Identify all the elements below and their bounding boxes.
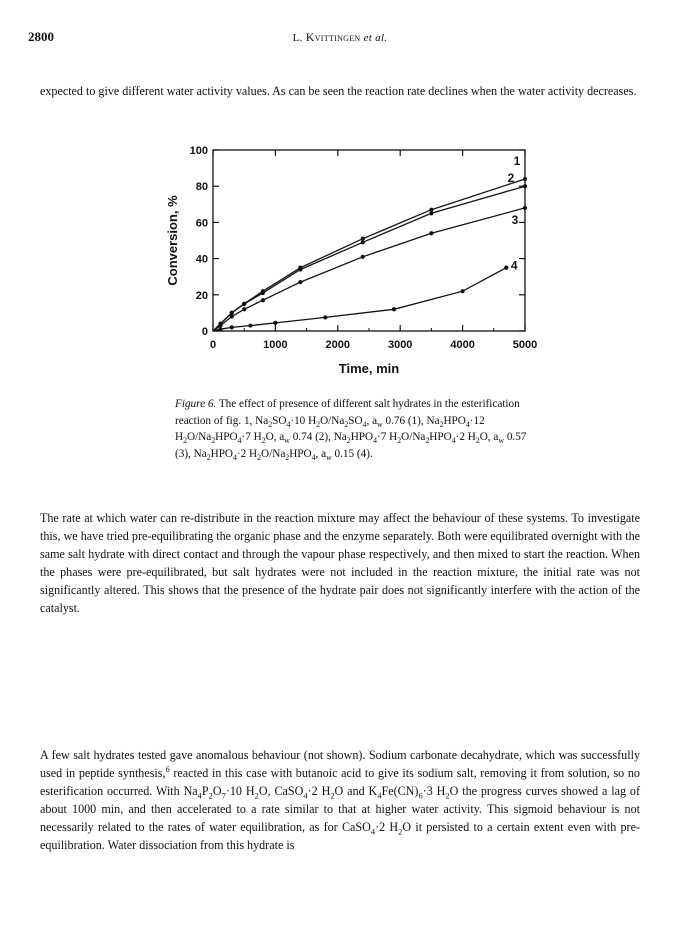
y-tick-label: 100	[189, 145, 208, 157]
page-number: 2800	[28, 29, 54, 44]
chart-svg	[160, 135, 540, 385]
data-point	[461, 289, 465, 293]
figure-caption: Figure 6. The effect of presence of different salt hydrates in the esterification reaction of fig. 1, $Na_2SO_4\cdot 10$ $H_2O/Na_2SO_4$, $a_w$ 0.76 (1), $Na_2HPO_4\cdot 12$ $H_2O/Na_2HPO_4\cdot 7$ $H_2O$, $a_w$ 0.74 (2), $Na_2HPO_4\cdot 7$ $H_2O/Na_2HPO_4\cdot 2$ $H_2O$, $a_w$ 0.57 (3), $Na_2HPO_4\cdot 2$ $H_2O/Na_2HPO_4$, $a_w$ 0.15 (4).	[175, 398, 527, 462]
data-point	[361, 255, 365, 259]
series-1	[213, 154, 527, 331]
y-axis-label: Conversion, %	[165, 195, 180, 286]
series-label-1: 1	[513, 153, 521, 168]
x-tick-label: 2000	[325, 339, 351, 351]
data-point	[523, 177, 527, 181]
data-point	[218, 323, 222, 327]
data-point	[230, 314, 234, 318]
data-point	[248, 323, 252, 327]
x-tick-label: 5000	[512, 339, 538, 351]
data-point	[361, 240, 365, 244]
y-tick-label: 60	[195, 217, 208, 230]
data-point	[523, 184, 527, 188]
data-point	[230, 311, 234, 315]
data-point	[523, 206, 527, 210]
data-point	[242, 307, 246, 311]
y-tick-label: 0	[201, 326, 208, 338]
x-tick-label: 0	[209, 339, 217, 351]
data-point	[429, 211, 433, 215]
paragraph-top: expected to give different water activity values. As can be seen the reaction rate declines when the water activity decreases.	[40, 84, 637, 98]
plot-frame	[213, 150, 525, 331]
figure-label: Figure 6.	[175, 398, 217, 410]
series-label-3: 3	[511, 212, 519, 227]
data-point	[298, 280, 302, 284]
y-tick-label: 40	[195, 253, 208, 266]
series-label-4: 4	[510, 258, 518, 273]
paragraph-middle: The rate at which water can re-distribute in the reaction mixture may affect the behaviour of these systems. To investigate this, we have tried pre-equilibrating the organic phase and the enzyme separately. Both were equilibrated overnight with the same salt hydrate with direct contact and through the vapour phase respectively, and then mixed to start the reaction. When the phases were pre-equilibrated, but salt hydrates were not included in the reaction mixture, the initial rate was not significantly altered. This shows that the presence of the hydrate pair does not significantly interfere with the action of the catalyst.	[40, 511, 640, 615]
data-point	[323, 315, 327, 319]
x-tick-label: 4000	[450, 339, 475, 351]
series-line-2	[213, 186, 525, 331]
running-head: L. Kvittingen et al.	[292, 30, 388, 44]
data-point	[361, 237, 365, 241]
data-point	[273, 321, 277, 325]
y-tick-label: 20	[195, 289, 208, 302]
data-point	[242, 302, 246, 306]
y-tick-label: 80	[195, 181, 208, 194]
data-point	[504, 266, 508, 270]
data-point	[261, 291, 265, 295]
data-point	[429, 231, 433, 235]
x-tick-label: 3000	[387, 339, 413, 351]
x-tick-label: 1000	[263, 339, 288, 351]
data-point	[392, 307, 396, 311]
figure-6-chart	[160, 135, 540, 385]
series-line-4	[213, 268, 506, 331]
series-2	[213, 171, 527, 331]
series-label-2: 2	[507, 171, 515, 186]
data-point	[298, 267, 302, 271]
reference-superscript: 6	[165, 763, 170, 774]
data-point	[261, 298, 265, 302]
data-point	[429, 208, 433, 212]
data-point	[230, 325, 234, 329]
data-point	[218, 327, 222, 331]
paragraph-bottom: A few salt hydrates tested gave anomalous behaviour (not shown). Sodium carbonate decahydrate, which was successfully used in peptide synthesis,$^6$ reacted in this case with butanoic acid to give its sodium salt, removing it from solution, so no esterification occurred. With $Na_4P_2O_7\cdot 10$ $H_2O$, CaSO$_4$·2 $H_2O$ and $K_4Fe(CN)_6\cdot 3$ $H_2O$ the progress curves showed a lag of about 1000 min, and then accelerated to a rate similar to that at higher water activity. This sigmoid behaviour is not necessarily related to the rates of water equilibration, as for CaSO$_4$·2 $H_2O$ it persisted to a certain extent even with pre-equilibration. Water dissociation from this hydrate is	[40, 748, 640, 852]
x-axis-label: Time, min	[338, 361, 400, 376]
